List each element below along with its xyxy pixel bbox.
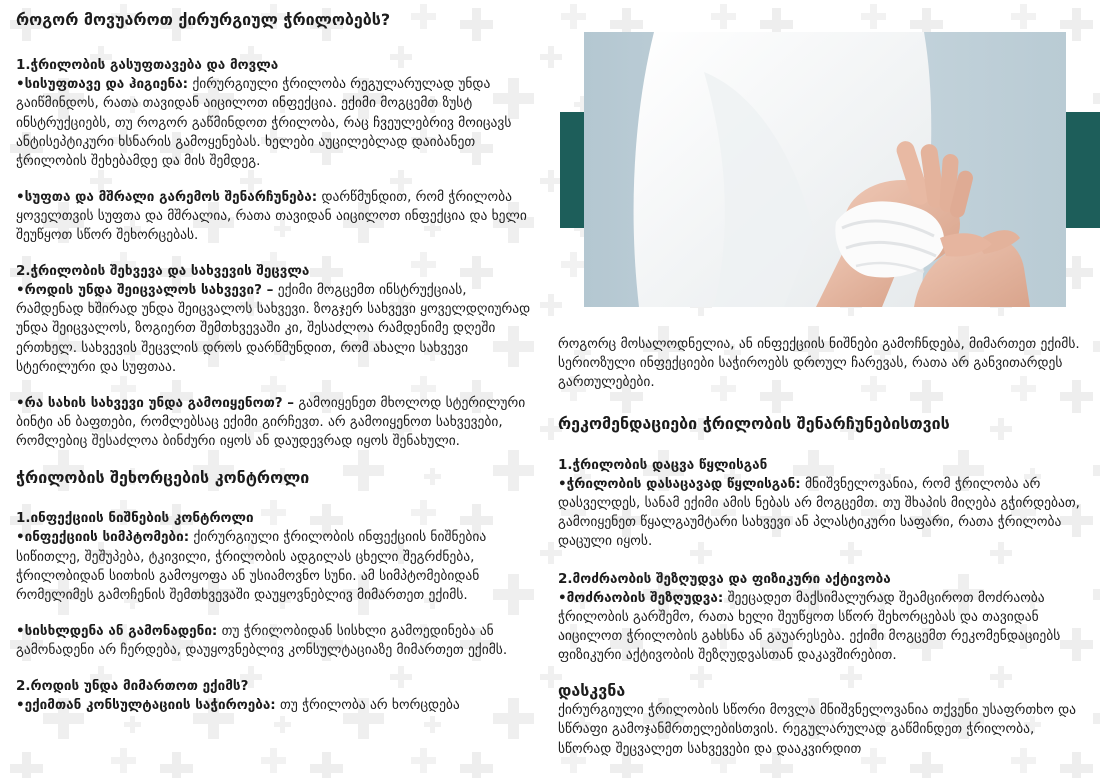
bullet-text: ქირურგიული ჭრილობა რეგულარულად უნდა გაიწმინდოს, რათა თავიდან აიცილოთ ინფექცია. ექიმი მოგცემთ ზუსტ ინსტრუქციებს, თუ როგორ გაწმინდოთ ჭრილობა, რაც ჩვეულებრივ მოიცავს ანტისეპტიკური ხსნარის გამოყენებას. ხელები აუცილებლად დაიბანეთ ჭრილობის შეხებამდე და მის შემდეგ.: [16, 76, 512, 170]
bullet-lead: •ექიმთან კონსულტაციის საჭიროება:: [16, 696, 276, 713]
doctor-section: [16, 677, 532, 715]
bullet-text: ექიმი მოგცემთ ინსტრუქციას, რამდენად ხშირად უნდა შეიცვალოს სახვევი. ზოგჯერ სახვევი ყოველდღიურად უნდა შეიცვალოს, ზოგიერთ შემთხვევაში კი, შესაძლოა რამდენიმე დღეში ერთხელ. სახვევის შეცვლის დროს დარწმუნდით, რომ ახალი სახვევი სტერილური და სუფთაა.: [16, 282, 531, 375]
left-column: [16, 10, 532, 715]
conclusion-section: [558, 681, 1088, 759]
bullet-lead: •როდის უნდა შეიცვალოს სახვევი? –: [16, 282, 274, 299]
bullet-text: მნიშვნელოვანია, რომ ჭრილობა არ დასველდეს, სანამ ექიმი ამის ნებას არ მოგცემთ. თუ შხაპის მიღება გჭირდებათ, გამოიყენეთ წყალგაუმტარი სახვევი ან პლასტიკური საფარი, რათა ჭრილობა დაცული იყოს.: [558, 475, 1080, 550]
bullet-lead: •რა სახის სახვევი უნდა გამოიყენოთ? –: [16, 394, 295, 411]
bullet-text: შეეცადეთ მაქსიმალურად შეამციროთ მოძრაობა ჭრილობის გარშემო, რათა ხელი შეუწყოთ სწორ შეხორცებას და თავიდან აიცილოთ ჭრილობის გახსნა ან გაუარესება. ექიმი მოგცემთ რეკომენდაციებს ფიზიკური აქტივობის შეზღუდვასთან დაკავშირებით.: [558, 589, 1061, 664]
bullet-text: ქირურგიული ჭრილობის ინფექციის ნიშნებია სიწითლე, შეშუპება, ტკივილი, ჭრილობის ადგილას ცხელი შეგრძნება, ჭრილობიდან სითხის გამოყოფა ან უსიამოვნო სუნი. ამ სიმპტომებიდან რომელიმეს გამოჩენის შემთხვევაში დაუყოვნებლივ მიმართეთ ექიმს.: [16, 529, 487, 603]
bullet-item: [558, 589, 1088, 666]
section-heading: 1.ჭრილობის გასუფთავება და მოვლა: [16, 57, 279, 73]
section-heading: 2.მოძრაობის შეზღუდვა და ფიზიკური აქტივობა: [558, 570, 891, 587]
bullet-item: [558, 475, 1088, 552]
bullet-lead: •სუფთა და მშრალი გარემოს შენარჩუნება:: [16, 188, 318, 205]
section-heading: 1.ინფექციის ნიშნების კონტროლი: [16, 510, 254, 527]
doctor-continuation: როგორც მოსალოდნელია, ან ინფექციის ნიშნები გამოჩნდება, მიმართეთ ექიმს. სერიოზული ინფექციები საჭიროებს დროულ ჩარევას, რათა არ განვითარდეს გართულებები.: [558, 336, 1080, 391]
bullet-text: თუ ჭრილობიდან სისხლი გამოედინება ან გამონადენი არ ჩერდება, დაუყოვნებლივ კონსულტაციაზე მიმართეთ ექიმს.: [16, 622, 508, 658]
conclusion-text: ქირურგიული ჭრილობის სწორი მოვლა მნიშვნელოვანია თქვენი უსაფრთხო და სწრაფი გამოჯანმრთელებისთვის. რეგულარულად გაწმინდეთ ჭრილობა, სწორად შეცვალეთ სახვევები და დააკვირდით: [558, 702, 1077, 757]
monitoring-title: ჭრილობის შეხორცების კონტროლი: [16, 467, 310, 487]
page-title: როგორ მოვუაროთ ქირურგიულ ჭრილობებს?: [16, 10, 391, 29]
bullet-item: [16, 188, 532, 246]
cleaning-section: [16, 56, 532, 245]
bandaged-hand-photo: [584, 32, 1066, 307]
bullet-text: გამოიყენეთ მხოლოდ სტერილური ბინტი ან ბაფთები, რომლებსაც ექიმი გირჩევთ. არ გამოიყენოთ სახვევები, რომლებიც შესაძლოა ბინძური იყოს ან დაუდევრად იყოს შენახული.: [16, 394, 526, 449]
bullet-lead: •სისხლდენა ან გამონადენი:: [16, 622, 218, 639]
movement-section: [558, 570, 1088, 666]
right-column: [558, 335, 1088, 759]
bullet-lead: •სისუფთავე და ჰიგიენა:: [16, 76, 189, 93]
bullet-item: [16, 528, 532, 605]
section-heading: 2.ჭრილობის შეხვევა და სახვევის შეცვლა: [16, 262, 310, 279]
recommendations-title: რეკომენდაციები ჭრილობის შენარჩუნებისთვის: [558, 414, 950, 434]
bullet-lead: •ინფექციის სიმპტომები:: [16, 529, 190, 546]
bullet-item: [16, 622, 532, 660]
bullet-lead: •ჭრილობის დასაცავად წყლისგან:: [558, 475, 801, 492]
bullet-item: [16, 75, 532, 171]
bullet-item: [16, 281, 532, 377]
bullet-lead: •მოძრაობის შეზღუდვა:: [558, 589, 724, 606]
dressing-section: [16, 262, 532, 451]
bandaged-hand-illustration: [584, 32, 1066, 307]
conclusion-title: დასკვნა: [558, 681, 626, 701]
bullet-text: დარწმუნდით, რომ ჭრილობა ყოველთვის სუფთა და მშრალია, რათა თავიდან აიცილოთ ინფექცია და ხელი შეუწყოთ სწორ შეხორცებას.: [16, 188, 527, 244]
section-heading: 1.ჭრილობის დაცვა წყლისგან: [558, 456, 768, 473]
section-heading: 2.როდის უნდა მიმართოთ ექიმს?: [16, 677, 249, 694]
bullet-text: თუ ჭრილობა არ ხორცდება: [280, 696, 460, 713]
bullet-item: [16, 696, 532, 715]
water-section: [558, 456, 1088, 552]
infection-section: [16, 509, 532, 660]
bullet-item: [16, 394, 532, 452]
